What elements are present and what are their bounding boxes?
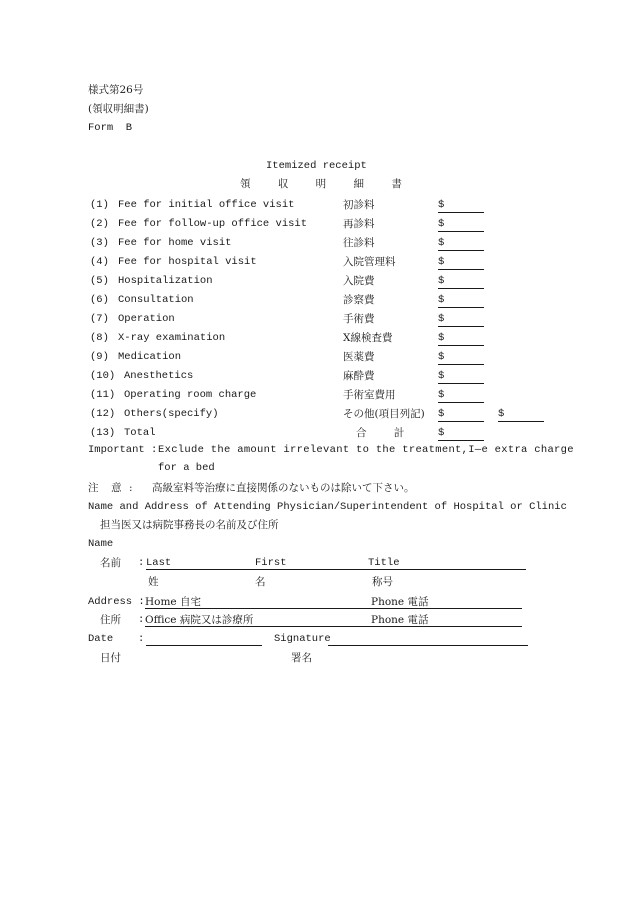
item-japanese-label: 診察費 bbox=[343, 294, 375, 306]
signature-field[interactable] bbox=[328, 645, 528, 646]
item-amount-field[interactable]: $ bbox=[438, 237, 484, 251]
last-name-label-japanese: 姓 bbox=[148, 576, 159, 588]
name-first-field[interactable]: First bbox=[255, 557, 287, 569]
important-text: Exclude the amount irrelevant to the treatment,I—e extra charge bbox=[158, 444, 574, 456]
first-name-label-japanese: 名 bbox=[255, 576, 266, 588]
signature-label-japanese: 署名 bbox=[291, 652, 312, 664]
date-label-japanese: 日付 bbox=[100, 652, 121, 664]
item-number: (10) bbox=[90, 370, 116, 382]
item-amount-field[interactable]: $ bbox=[438, 218, 484, 232]
item-number: (5) bbox=[90, 275, 109, 287]
home-address-field[interactable]: Home 自宅 bbox=[145, 596, 201, 608]
item-amount-field[interactable]: $ bbox=[438, 332, 484, 346]
name-colon: : bbox=[138, 557, 145, 569]
item-number: (8) bbox=[90, 332, 109, 344]
item-japanese-label: 往診料 bbox=[343, 237, 375, 249]
item-number: (7) bbox=[90, 313, 109, 325]
item-japanese-label: 入院費 bbox=[343, 275, 375, 287]
item-amount-field[interactable]: $ bbox=[438, 313, 484, 327]
item-japanese-label: X線検査費 bbox=[343, 332, 393, 344]
name-label-japanese: 名前 bbox=[100, 557, 121, 569]
item-english-label: X-ray examination bbox=[118, 332, 226, 344]
item-amount-field[interactable]: $ bbox=[438, 294, 484, 308]
office-address-field[interactable]: Office 病院又は診療所 bbox=[145, 614, 254, 626]
item-amount-field[interactable]: $ bbox=[438, 275, 484, 289]
item-english-label: Hospitalization bbox=[118, 275, 213, 287]
item-number: (4) bbox=[90, 256, 109, 268]
item-japanese-label: 入院管理料 bbox=[343, 256, 396, 268]
item-english-label: Anesthetics bbox=[124, 370, 194, 382]
item-japanese-label: 医薬費 bbox=[343, 351, 375, 363]
item-japanese-label: 麻酔費 bbox=[343, 370, 375, 382]
item-english-label: Others(specify) bbox=[124, 408, 219, 420]
form-label: Form B bbox=[88, 122, 133, 134]
important-text-cont: for a bed bbox=[158, 462, 215, 474]
item-amount-field[interactable]: $ bbox=[438, 351, 484, 365]
address-label-japanese: 住所 bbox=[100, 614, 121, 626]
item-amount-field-secondary[interactable]: $ bbox=[498, 408, 544, 422]
item-amount-field[interactable]: $ bbox=[438, 408, 484, 422]
title-label-japanese: 称号 bbox=[372, 576, 393, 588]
address-colon: : bbox=[138, 614, 145, 626]
item-amount-field[interactable]: $ bbox=[438, 256, 484, 270]
item-amount-field[interactable]: $ bbox=[438, 427, 484, 441]
item-japanese-label: 手術費 bbox=[343, 313, 375, 325]
item-japanese-label: 合 計 bbox=[356, 427, 417, 439]
item-english-label: Fee for hospital visit bbox=[118, 256, 257, 268]
address-home-underline bbox=[145, 608, 522, 609]
item-english-label: Fee for follow-up office visit bbox=[118, 218, 308, 230]
form-number: 様式第26号 bbox=[88, 84, 144, 96]
item-japanese-label: 手術室費用 bbox=[343, 389, 396, 401]
item-english-label: Fee for home visit bbox=[118, 237, 232, 249]
item-number: (3) bbox=[90, 237, 109, 249]
item-english-label: Fee for initial office visit bbox=[118, 199, 295, 211]
item-english-label: Operation bbox=[118, 313, 175, 325]
item-english-label: Consultation bbox=[118, 294, 194, 306]
name-last-field[interactable]: Last bbox=[146, 557, 172, 569]
item-english-label: Operating room charge bbox=[124, 389, 257, 401]
date-label: Date bbox=[88, 633, 114, 645]
item-japanese-label: 再診料 bbox=[343, 218, 375, 230]
name-heading: Name bbox=[88, 538, 114, 550]
signature-label: Signature bbox=[274, 633, 331, 645]
home-phone-field[interactable]: Phone 電話 bbox=[371, 596, 429, 608]
office-phone-field[interactable]: Phone 電話 bbox=[371, 614, 429, 626]
item-amount-field[interactable]: $ bbox=[438, 370, 484, 384]
item-number: (6) bbox=[90, 294, 109, 306]
item-english-label: Total bbox=[124, 427, 156, 439]
item-amount-field[interactable]: $ bbox=[438, 199, 484, 213]
item-number: (12) bbox=[90, 408, 116, 420]
item-number: (1) bbox=[90, 199, 109, 211]
physician-heading-japanese: 担当医又は病院事務長の名前及び住所 bbox=[100, 519, 279, 531]
item-english-label: Medication bbox=[118, 351, 182, 363]
date-colon: : bbox=[138, 633, 145, 645]
receipt-title-english: Itemized receipt bbox=[266, 160, 367, 172]
important-label: Important : bbox=[88, 444, 158, 456]
name-title-field[interactable]: Title bbox=[368, 557, 400, 569]
form-subtitle: (領収明細書) bbox=[88, 103, 149, 115]
item-number: (11) bbox=[90, 389, 116, 401]
date-field[interactable] bbox=[146, 645, 262, 646]
item-japanese-label: その他(項目列記) bbox=[343, 408, 425, 420]
note-label: 注 意 : bbox=[88, 482, 135, 494]
receipt-title-japanese: 領 収 明 細 書 bbox=[240, 178, 414, 190]
item-amount-field[interactable]: $ bbox=[438, 389, 484, 403]
note-text: 高級室料等治療に直接関係のないものは除いて下さい。 bbox=[152, 482, 415, 494]
physician-heading-english: Name and Address of Attending Physician/Superintendent of Hospital or Clinic bbox=[88, 501, 567, 513]
item-number: (2) bbox=[90, 218, 109, 230]
item-number: (9) bbox=[90, 351, 109, 363]
name-underline bbox=[146, 569, 526, 570]
address-label: Address : bbox=[88, 596, 145, 608]
item-number: (13) bbox=[90, 427, 116, 439]
item-japanese-label: 初診料 bbox=[343, 199, 375, 211]
